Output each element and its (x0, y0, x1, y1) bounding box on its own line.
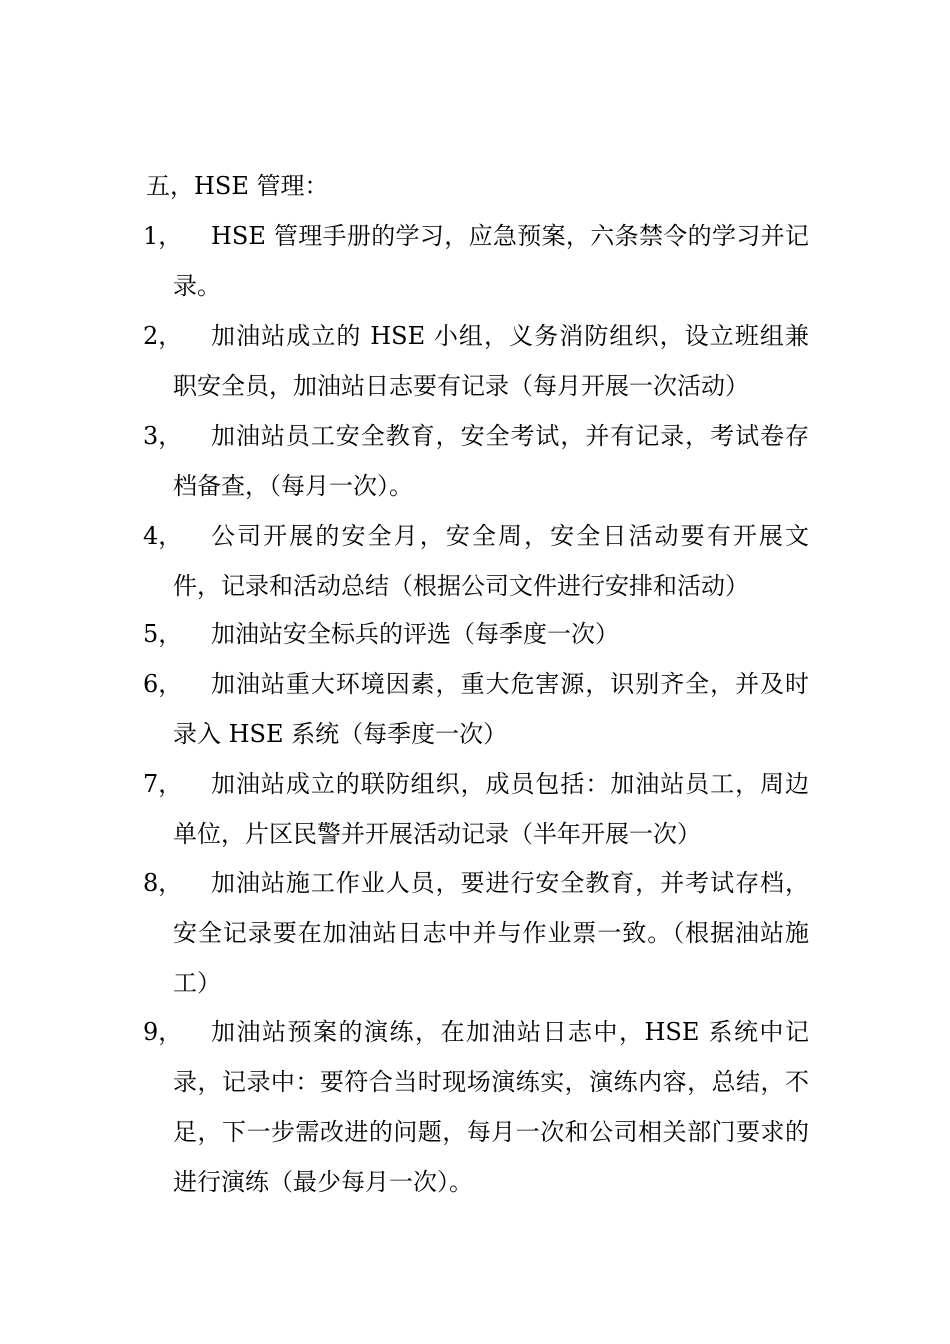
item-number: 4， (143, 522, 183, 550)
item-text: 公司开展的安全月，安全周，安全日活动要有开展文件，记录和活动总结（根据公司文件进行安排和活动） (173, 522, 809, 600)
item-text: 加油站预案的演练，在加油站日志中，HSE 系统中记录，记录中：要符合当时现场演练实，演练内容，总结，不足，下一步需改进的问题，每月一次和公司相关部门要求的进行演练（最少每月一次）。 (173, 1018, 809, 1196)
item-number: 2， (143, 322, 183, 350)
item-text: 加油站成立的联防组织，成员包括：加油站员工，周边单位，片区民警并开展活动记录（半年开展一次） (173, 770, 809, 848)
item-text: 加油站安全标兵的评选（每季度一次） (211, 620, 619, 648)
item-number: 6， (143, 670, 183, 698)
item-text: 加油站施工作业人员，要进行安全教育，并考试存档，安全记录要在加油站日志中并与作业票一致。（根据油站施工） (173, 869, 809, 997)
item-text: HSE 管理手册的学习，应急预案，六条禁令的学习并记录。 (173, 222, 809, 300)
item-number: 3， (143, 422, 183, 450)
item-number: 9， (143, 1018, 183, 1046)
item-number: 5， (143, 620, 183, 648)
item-number: 1， (143, 222, 183, 250)
item-text: 加油站重大环境因素，重大危害源，识别齐全，并及时录入 HSE 系统（每季度一次） (173, 670, 809, 748)
item-text: 加油站员工安全教育，安全考试，并有记录，考试卷存档备查，（每月一次）。 (173, 422, 809, 500)
item-text: 加油站成立的 HSE 小组，义务消防组织，设立班组兼职安全员，加油站日志要有记录（每月开展一次活动） (173, 322, 809, 400)
item-number: 8， (143, 869, 183, 897)
item-number: 7， (143, 770, 183, 798)
section-heading: 五，HSE 管理： (146, 172, 329, 200)
